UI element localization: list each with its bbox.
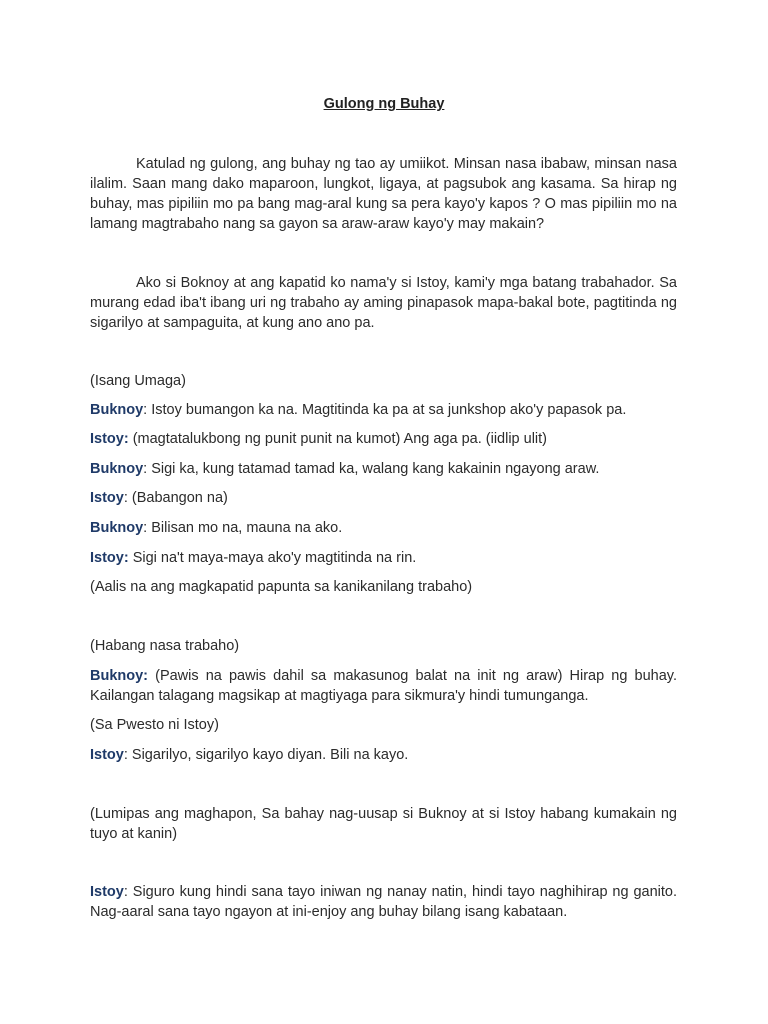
dialogue-text: : Bilisan mo na, mauna na ako. — [143, 520, 343, 536]
dialogue-line — [90, 745, 677, 765]
dialogue-text: Sigi na't maya-maya ako'y magtitinda na rin. — [128, 550, 417, 566]
intro-paragraph: Katulad ng gulong, ang buhay ng tao ay umiikot. Minsan nasa ibabaw, minsan nasa ilalim. Saan mang dako maparoon, lungkot, ligaya, at pagsubok ang kasama. Sa hirap ng buhay, mas pipiliin mo pa bang mag-aral kung sa pera kayo'y kapos ? O mas pipiliin mo na lamang magtrabaho nang sa gayon sa araw-araw kayo'y may makain? — [90, 156, 677, 232]
stage-direction — [90, 371, 677, 391]
dialogue-line — [90, 459, 677, 479]
document-title: Gulong ng Buhay — [323, 96, 445, 112]
dialogue-line — [90, 400, 677, 420]
direction-text: (Lumipas ang maghapon, Sa bahay nag-uusap si Buknoy at si Istoy habang kumakain ng tuyo at kanin) — [90, 806, 677, 842]
narrator-paragraph: Ako si Boknoy at ang kapatid ko nama'y si Istoy, kami'y mga batang trabahador. Sa murang edad iba't ibang uri ng trabaho ay aming pinapasok mapa-bakal bote, pagtitinda ng sigarilyo at sampaguita, at kung ano ano pa. — [90, 275, 677, 331]
speaker-name: Istoy — [90, 490, 124, 506]
dialogue-text: : Siguro kung hindi sana tayo iniwan ng nanay natin, hindi tayo naghihirap ng ganito. Nag-aaral sana tayo ngayon at ini-enjoy ang buhay bilang isang kabataan. — [90, 884, 677, 920]
dialogue-line — [90, 666, 677, 706]
dialogue-text: : (Babangon na) — [123, 490, 228, 506]
stage-direction — [90, 577, 677, 597]
dialogue-text: : Sigarilyo, sigarilyo kayo diyan. Bili na kayo. — [123, 747, 409, 763]
speaker-name: Buknoy — [90, 520, 144, 536]
dialogue-line — [90, 548, 677, 568]
dialogue-line — [90, 488, 677, 508]
dialogue-line — [90, 882, 677, 922]
speaker-name: Buknoy — [90, 402, 144, 418]
dialogue-text: : Istoy bumangon ka na. Magtitinda ka pa at sa junkshop ako'y papasok pa. — [143, 402, 627, 418]
speaker-name: Istoy — [90, 884, 124, 900]
direction-text: (Isang Umaga) — [90, 373, 186, 389]
speaker-name: Buknoy — [90, 461, 144, 477]
dialogue-text: (magtatalukbong ng punit punit na kumot) Ang aga pa. (iidlip ulit) — [128, 431, 548, 447]
speaker-name: Istoy: — [90, 550, 129, 566]
speaker-name: Istoy — [90, 747, 124, 763]
stage-direction — [90, 636, 677, 656]
speaker-name: Buknoy: — [90, 668, 148, 684]
direction-text: (Aalis na ang magkapatid papunta sa kanikanilang trabaho) — [90, 579, 473, 595]
dialogue-line — [90, 429, 677, 449]
dialogue-line — [90, 518, 677, 538]
direction-text: (Habang nasa trabaho) — [90, 638, 240, 654]
speaker-name: Istoy: — [90, 431, 129, 447]
dialogue-text: : Sigi ka, kung tatamad tamad ka, walang kang kakainin ngayong araw. — [143, 461, 600, 477]
dialogue-text: (Pawis na pawis dahil sa makasunog balat na init ng araw) Hirap ng buhay. Kailangan talagang magsikap at magtiyaga para sikmura'y hindi tumunganga. — [90, 668, 677, 704]
stage-direction — [90, 804, 677, 844]
stage-direction — [90, 715, 677, 735]
direction-text: (Sa Pwesto ni Istoy) — [90, 717, 219, 733]
